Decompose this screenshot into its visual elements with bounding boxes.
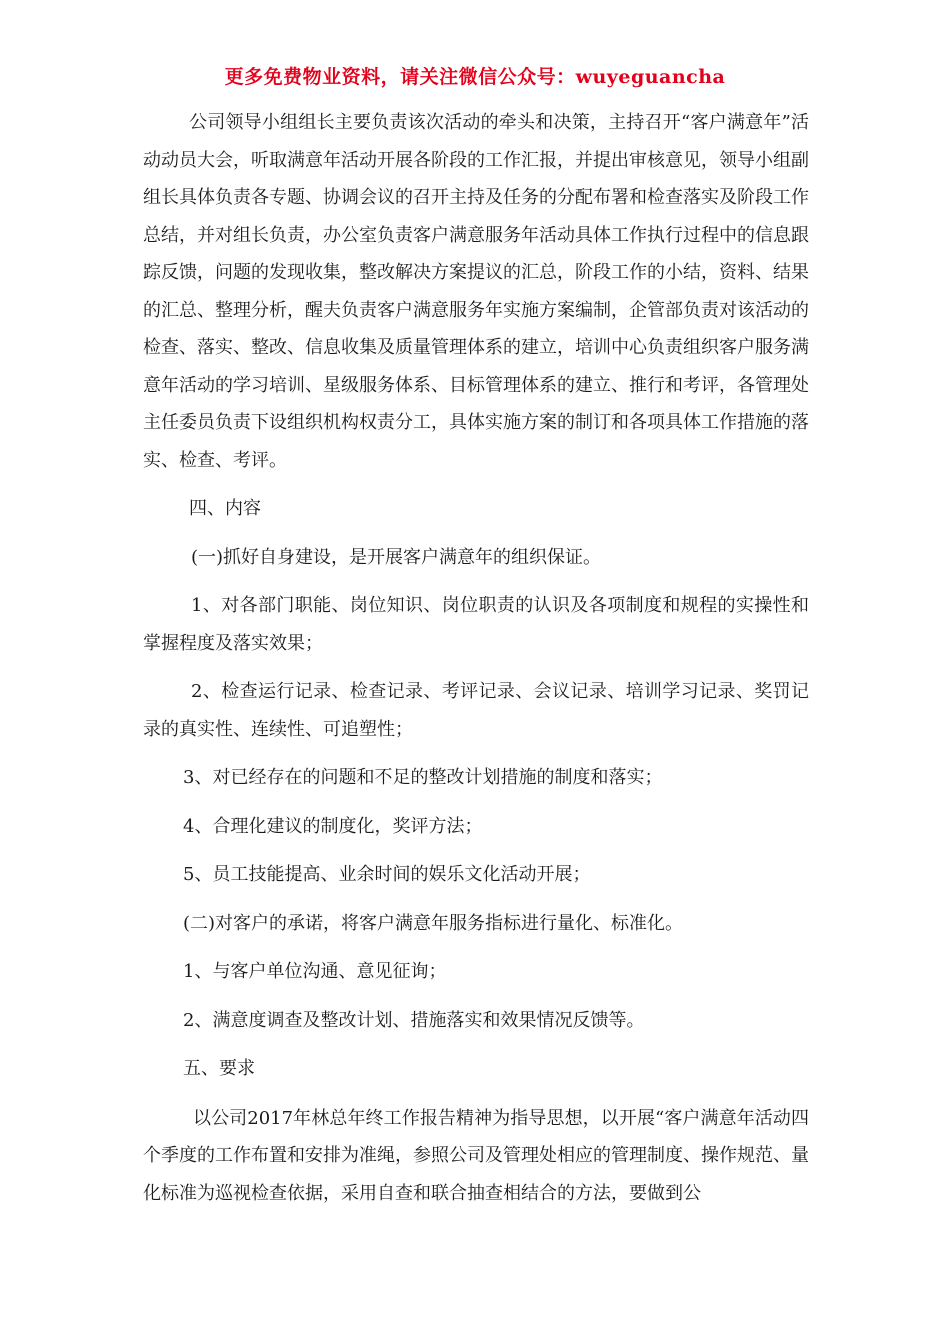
subsection-heading-2: (二)对客户的承诺，将客户满意年服务指标进行量化、标准化。: [183, 912, 684, 934]
list-item: 4、合理化建议的制度化，奖评方法；: [183, 815, 483, 837]
section-heading-content: 四、内容: [189, 498, 261, 519]
paragraph-requirements: 以公司2017年林总年终工作报告精神为指导思想，以开展“客户满意年活动四个季度的工作布置和安排为准绳，参照公司及管理处相应的管理制度、操作规范、量化标准为巡视检查依据，采用自查和联合抽查相结合的方法，要做到公: [143, 1107, 809, 1204]
document-body: [143, 104, 809, 1212]
list-item: 1、与客户单位沟通、意见征询；: [183, 961, 447, 982]
list-item: 3、对已经存在的问题和不足的整改计划措施的制度和落实；: [183, 767, 663, 788]
list-item: 2、满意度调查及整改计划、措施落实和效果情况反馈等。: [183, 1009, 645, 1031]
list-item: 5、员工技能提高、业余时间的娱乐文化活动开展；: [183, 864, 591, 885]
promo-banner: 更多免费物业资料，请关注微信公众号：wuyeguancha: [224, 66, 726, 88]
subsection-heading-1: (一)抓好自身建设，是开展客户满意年的组织保证。: [191, 546, 602, 568]
paragraph-responsibilities: 公司领导小组组长主要负责该次活动的牵头和决策，主持召开“客户满意年”活动动员大会，听取满意年活动开展各阶段的工作汇报，并提出审核意见，领导小组副组长具体负责各专题、协调会议的召开主持及任务的分配布署和检查落实及阶段工作总结，并对组长负责，办公室负责客户满意服务年活动具体工作执行过程中的信息跟踪反馈，问题的发现收集，整改解决方案提议的汇总，阶段工作的小结，资料、结果的汇总、整理分析，醒夫负责客户满意服务年实施方案编制，企管部负责对该活动的检查、落实、整改、信息收集及质量管理体系的建立，培训中心负责组织客户服务满意年活动的学习培训、星级服务体系、目标管理体系的建立、推行和考评，各管理处主任委员负责下设组织机构权责分工，具体实施方案的制订和各项具体工作措施的落实、检查、考评。: [143, 112, 809, 471]
list-item: 1、对各部门职能、岗位知识、岗位职责的认识及各项制度和规程的实操性和掌握程度及落实效果；: [143, 595, 809, 654]
section-heading-requirements: 五、要求: [183, 1058, 255, 1079]
list-item: 2、检查运行记录、检查记录、考评记录、会议记录、培训学习记录、奖罚记录的真实性、连续性、可追塑性；: [143, 681, 809, 740]
